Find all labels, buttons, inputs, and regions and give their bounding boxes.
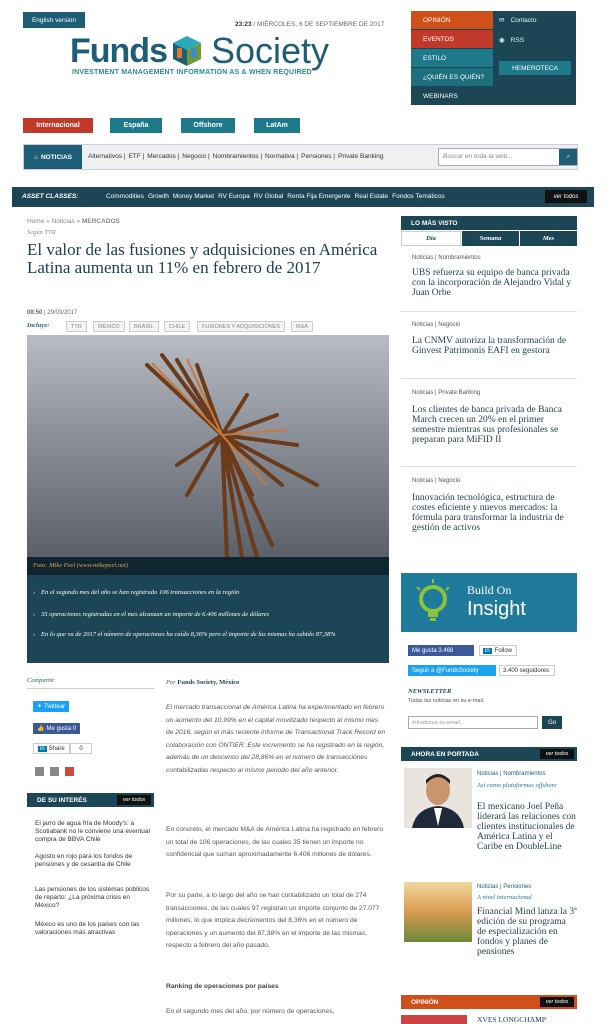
tag-fusiones[interactable]: FUSIONES Y ADQUISICIONES bbox=[197, 321, 285, 332]
linkedin-icon: in bbox=[485, 647, 490, 654]
logo-text-society: Society bbox=[210, 30, 330, 71]
menu-eventos[interactable]: EVENTOS bbox=[411, 30, 493, 48]
menu-estilo[interactable]: ESTILO bbox=[411, 49, 493, 67]
dsi-item[interactable]: Las pensiones de los sistemas públicos de reparto: ¿La próxima crisis en México? bbox=[35, 886, 150, 909]
de-su-interes-header: DE SU INTERÉS ver todos bbox=[27, 793, 154, 807]
twitter-share-button[interactable]: ✦ Twittear bbox=[33, 701, 69, 712]
asset-commodities[interactable]: Commodities bbox=[106, 193, 144, 200]
build-on-insight-ad[interactable] bbox=[401, 573, 577, 632]
article-photo bbox=[27, 335, 389, 557]
portada-headline[interactable]: Financial Mind lanza la 3ª edición de su programa de especialización en fondos y planes de pensiones bbox=[477, 907, 577, 957]
dsi-ver-todos[interactable]: ver todos bbox=[117, 795, 151, 805]
contacto-link[interactable]: ✉ Contacto bbox=[499, 16, 537, 24]
paragraph: En el segundo mes del año, por número de operaciones, bbox=[166, 1008, 335, 1015]
asset-rv-global[interactable]: RV Global bbox=[253, 193, 284, 200]
landscape-photo[interactable] bbox=[404, 882, 472, 942]
tag-ma[interactable]: M&A bbox=[291, 321, 313, 332]
newsletter-title: NEWSLETTER bbox=[408, 688, 452, 695]
asset-classes-label: ASSET CLASSES: bbox=[22, 193, 79, 200]
asset-money-market[interactable]: Money Market bbox=[172, 193, 215, 200]
asset-real-estate[interactable]: Real Estate bbox=[354, 193, 389, 200]
most-viewed-title[interactable]: Innovación tecnológica, estructura de costes eficiente y nuevos mercados: la fórmula para transformar la industria de gestión de activos bbox=[412, 493, 564, 533]
crumb-noticias[interactable]: Noticias bbox=[51, 218, 75, 225]
portrait-photo[interactable] bbox=[404, 768, 472, 828]
nav-mercados[interactable]: Mercados | bbox=[147, 153, 180, 160]
nav-nombramientos[interactable]: Nombramientos | bbox=[212, 153, 263, 160]
asset-fondos-tematicos[interactable]: Fondos Temáticos bbox=[392, 193, 445, 200]
article-category[interactable]: Noticias | Negocio bbox=[412, 322, 461, 328]
nav-private-banking[interactable]: Private Banking bbox=[338, 153, 384, 160]
dsi-item[interactable]: Agosto en rojo para los fondos de pensiones y de cesantía de Chile bbox=[35, 853, 133, 868]
asset-classes-bar bbox=[12, 187, 594, 207]
search-input[interactable]: Buscar en toda la web... ⌕ bbox=[438, 148, 578, 166]
ad-line1: Build On bbox=[467, 583, 512, 597]
paragraph: El mercado transaccional de América Latina ha experimentado en febrero un aumento del 10,99% en el capital movilizado respecto al mismo mes de 2016, según el más reciente informe de Transactional Track Record en colaboración con ONTIER. Este incremento se ha registrado en la región, además de un descenso del 28,86% en el número de transacciones contabilizadas respecto al mismo periodo del año anterior. bbox=[166, 704, 386, 774]
paragraph: Por su parte, a lo largo del año se han contabilizado un total de 274 transacciones, de las cuales 97 registran un importe conjunto de 27.077 millones, lo que implica decrementos del 8,36% en el número de operaciones y un aumento del 87,38% en el importe de las mismas, respecto a febrero del año pasado. bbox=[166, 892, 380, 949]
article-subtitle: A nivel internacional bbox=[477, 894, 532, 901]
most-viewed-title[interactable]: La CNMV autoriza la transformación de Ginvest Patrimonis EAFI en gestora bbox=[412, 336, 567, 356]
region-internacional[interactable]: Internacional bbox=[23, 118, 93, 133]
nav-negocio[interactable]: Negocio | bbox=[182, 153, 210, 160]
highlight-item: › En el segundo mes del año se han registrado 106 transacciones en la región bbox=[41, 588, 371, 597]
linkedin-share-button[interactable]: in Share bbox=[33, 743, 70, 754]
crumb-mercados[interactable]: MERCADOS bbox=[81, 218, 120, 225]
ahora-en-portada-header: AHORA EN PORTADA ver todos bbox=[401, 747, 577, 761]
asset-rv-europa[interactable]: RV Europa bbox=[218, 193, 250, 200]
home-icon: ⌂ bbox=[34, 153, 38, 161]
facebook-like-button[interactable]: 👍 Me gusta 0 bbox=[33, 723, 80, 734]
tag-mexico[interactable]: MÉXICO bbox=[93, 321, 125, 332]
region-latam[interactable]: LatAm bbox=[254, 118, 300, 133]
divider bbox=[401, 466, 577, 467]
article-highlights bbox=[27, 575, 389, 663]
tab-dia[interactable]: Día bbox=[401, 231, 461, 246]
article-subtitle: Así como plataformas offshore bbox=[477, 782, 557, 789]
lightbulb-icon bbox=[401, 573, 461, 632]
nav-normativa[interactable]: Normativa | bbox=[265, 153, 299, 160]
newsletter-subtitle: Todas las noticias en su e-mail. bbox=[408, 698, 485, 704]
twitter-icon: ✦ bbox=[37, 704, 43, 710]
noticias-home[interactable]: ⌂ NOTICIAS bbox=[24, 145, 82, 169]
nav-etf[interactable]: ETF | bbox=[128, 153, 145, 160]
photo-credit: Foto: Mike Peel (www.mikepeel.net) bbox=[27, 557, 389, 575]
article-category[interactable]: Noticias | Pensiones bbox=[477, 884, 532, 890]
tagline: INVESTMENT MANAGEMENT INFORMATION AS & WHEN REQUIRED bbox=[72, 69, 312, 76]
email-icon[interactable] bbox=[35, 767, 44, 776]
tag-ttr[interactable]: TTR bbox=[66, 321, 87, 332]
portada-headline[interactable]: El mexicano Joel Peña liderará las relaciones con clientes institucionales de América Latina y el Caribe en DoubleLine bbox=[477, 802, 576, 852]
most-viewed-title[interactable]: UBS refuerza su equipo de banca privada con la incorporación de Alejandro Vidal y Juan Orbe bbox=[412, 268, 572, 298]
plus-icon[interactable] bbox=[65, 767, 74, 776]
tag-chile[interactable]: CHILE bbox=[164, 321, 190, 332]
tab-semana[interactable]: Semana bbox=[462, 231, 519, 246]
newsletter-go-button[interactable]: Go bbox=[542, 716, 562, 729]
asset-growth[interactable]: Growth bbox=[147, 193, 169, 200]
opinion-ver-todos[interactable]: ver todos bbox=[540, 997, 574, 1007]
rss-link[interactable]: ◉ RSS bbox=[499, 36, 525, 44]
divider bbox=[401, 311, 577, 312]
logo-cube-icon bbox=[171, 34, 203, 68]
linkedin-icon: in bbox=[40, 745, 45, 752]
highlight-item: › 35 operaciones registradas en el mes alcanzan un importe de 6.406 millones de dólares bbox=[41, 610, 371, 619]
incluye-label: Incluye: bbox=[27, 322, 50, 329]
twitter-followers-count: 3.400 seguidores bbox=[499, 665, 555, 676]
opinion-photo[interactable] bbox=[401, 1015, 467, 1024]
most-viewed-title[interactable]: Los clientes de banca privada de Banca March crecen un 20% en el primer semestre mientras sus profesionales se preparan para MiFID II bbox=[412, 405, 562, 445]
dsi-item[interactable]: El jarro de agua fría de Moody's: a Scotiabank no le conviene una eventual compra de BBVA Chile bbox=[35, 820, 150, 843]
menu-webinars[interactable]: WEBINARS bbox=[411, 87, 493, 105]
highlight-item: › En lo que va de 2017 el número de operaciones ha caído 8,36% pero el importe de las mismas ha subido 87,38% bbox=[41, 630, 371, 639]
funds-society-logo[interactable] bbox=[70, 30, 329, 72]
crumb-home[interactable]: Home bbox=[27, 218, 45, 225]
nav-pensiones[interactable]: Pensiones | bbox=[301, 153, 335, 160]
facebook-page-like[interactable]: Me gusta 3.468 bbox=[408, 645, 474, 656]
opinion-peek-title[interactable]: XVES LONGCHAMP bbox=[477, 1015, 546, 1024]
main-nav bbox=[23, 144, 578, 170]
like-icon: 👍 bbox=[37, 726, 45, 732]
linkedin-count: 0 bbox=[70, 743, 92, 754]
byline: Por Funds Society, México bbox=[166, 679, 240, 686]
paragraph: En concreto, el mercado M&A de América Latina ha registrado en febrero un total de 106 operaciones, de las cuales 35 tienen un importe no confidencial que suman aproximadamente 6.406 millones de dólares. bbox=[166, 826, 384, 858]
article-category[interactable]: Noticias | Private Banking bbox=[412, 390, 481, 396]
portada-ver-todos[interactable]: ver todos bbox=[540, 749, 574, 759]
dsi-item[interactable]: México es uno de los países con las valoraciones más atractivas bbox=[35, 921, 140, 936]
section-heading: Ranking de operaciones por países bbox=[166, 983, 279, 990]
tag-brasil[interactable]: BRASIL bbox=[129, 321, 159, 332]
article-time: 08:50 | 29/03/2017 bbox=[27, 310, 78, 316]
english-version-link[interactable]: English version bbox=[23, 12, 85, 28]
article-category[interactable]: Noticias | Nombramientos bbox=[412, 255, 481, 261]
asset-ver-todos[interactable]: ver todos bbox=[545, 190, 587, 203]
mail-icon: ✉ bbox=[499, 17, 505, 24]
logo-text-funds: Funds bbox=[70, 31, 167, 70]
opinion-header: OPINIÓN ver todos bbox=[401, 995, 577, 1009]
article-category[interactable]: Noticias | Nombramientos bbox=[477, 771, 546, 777]
menu-opinion[interactable]: OPINIÓN bbox=[411, 11, 493, 29]
asset-links bbox=[106, 193, 449, 200]
region-offshore[interactable]: Offshore bbox=[181, 118, 235, 133]
linkedin-follow[interactable]: in Follow bbox=[479, 645, 517, 656]
date-line: 23:23 / MIÉRCOLES, 6 DE SEPTIEMBRE DE 2017 bbox=[235, 21, 385, 28]
ad-line2: Insight bbox=[467, 598, 526, 620]
region-espana[interactable]: España bbox=[110, 118, 162, 133]
nav-links bbox=[88, 153, 387, 160]
compartir-label: Compartir bbox=[27, 677, 154, 689]
article-title: El valor de las fusiones y adquisiciones en América Latina aumenta un 11% en febrero de 2017 bbox=[27, 240, 378, 277]
menu-quien-es-quien[interactable]: ¿QUIÉN ES QUIÉN? bbox=[411, 68, 493, 86]
divider bbox=[401, 378, 577, 379]
lo-mas-visto-header: LO MÁS VISTO bbox=[401, 216, 577, 230]
print-icon[interactable] bbox=[50, 767, 59, 776]
search-icon[interactable]: ⌕ bbox=[559, 149, 577, 165]
nav-alternativos[interactable]: Alternativos | bbox=[88, 153, 126, 160]
article-source: Según TTR bbox=[27, 229, 56, 236]
asset-renta-fija[interactable]: Renta Fija Emergente bbox=[287, 193, 351, 200]
newsletter-email-input[interactable]: Introduzca su email... bbox=[408, 716, 538, 729]
hemeroteca-button[interactable]: HEMEROTECA bbox=[499, 61, 571, 75]
top-right-menu bbox=[411, 11, 576, 105]
breadcrumb: Home » Noticias » MERCADOS bbox=[27, 218, 120, 225]
twitter-follow[interactable]: Seguir a @FundsSociety bbox=[408, 665, 496, 676]
rss-icon: ◉ bbox=[499, 37, 505, 44]
article-category[interactable]: Noticias | Negocio bbox=[412, 478, 461, 484]
tab-mes[interactable]: Mes bbox=[520, 231, 577, 246]
